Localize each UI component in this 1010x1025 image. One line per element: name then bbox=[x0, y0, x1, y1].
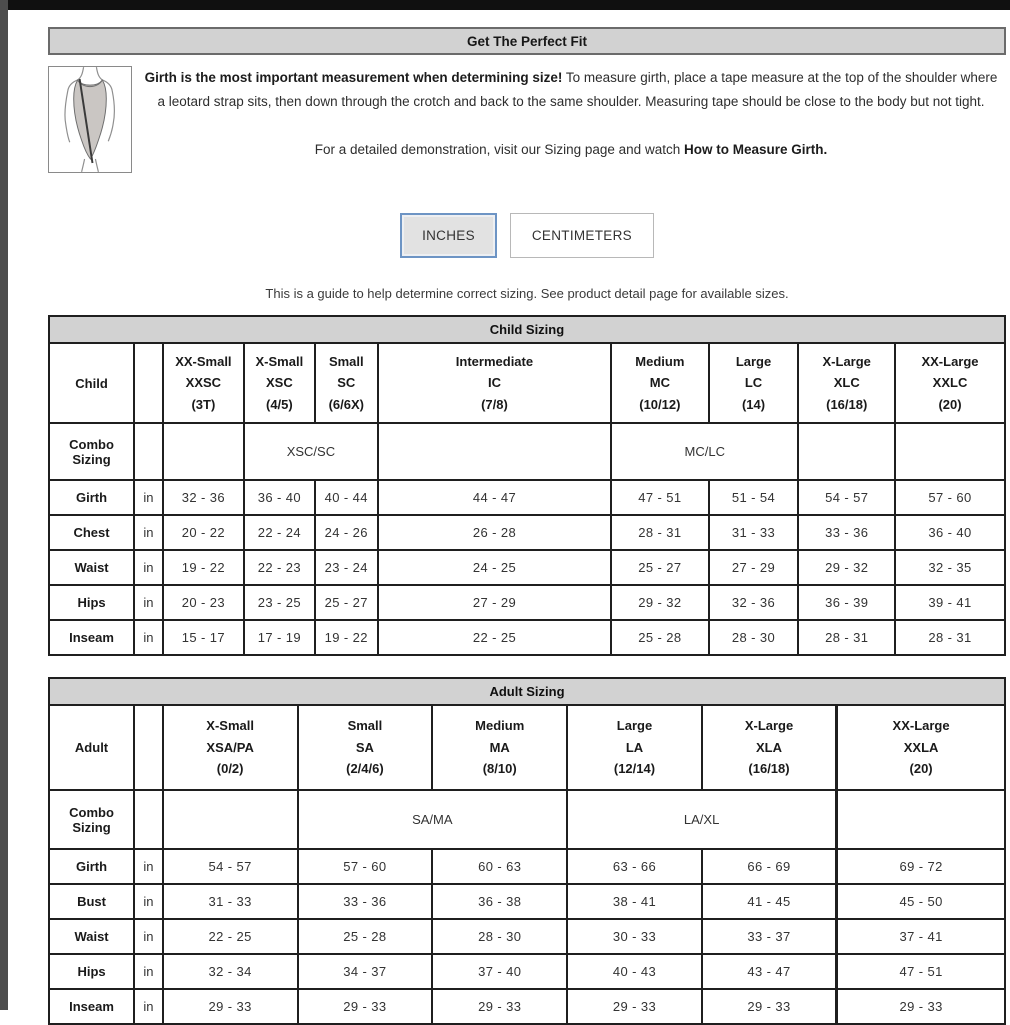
unit-cell: in bbox=[134, 550, 163, 585]
measurement-value: 43 - 47 bbox=[702, 954, 837, 989]
measurement-row bbox=[49, 515, 1005, 550]
combo-cell bbox=[378, 423, 611, 480]
unit-cell: in bbox=[134, 515, 163, 550]
unit-toggle bbox=[48, 213, 1006, 258]
measurement-value: 19 - 22 bbox=[315, 620, 378, 655]
table-title: Child Sizing bbox=[49, 316, 1005, 343]
measurement-value: 28 - 30 bbox=[432, 919, 567, 954]
sizing-guide-page bbox=[48, 10, 1006, 1025]
measurement-value: 66 - 69 bbox=[702, 849, 837, 884]
measurement-value: 57 - 60 bbox=[298, 849, 433, 884]
combo-unit-cell bbox=[134, 423, 163, 480]
measurement-value: 22 - 24 bbox=[244, 515, 315, 550]
measurement-value: 29 - 33 bbox=[298, 989, 433, 1024]
measurement-row bbox=[49, 849, 1005, 884]
measurement-value: 31 - 33 bbox=[163, 884, 298, 919]
size-column-header: Medium MA (8/10) bbox=[432, 705, 567, 790]
inches-button[interactable]: INCHES bbox=[400, 213, 497, 258]
corner-label: Adult bbox=[49, 705, 134, 790]
unit-cell: in bbox=[134, 884, 163, 919]
measurement-label: Girth bbox=[49, 849, 134, 884]
measurement-value: 33 - 36 bbox=[798, 515, 895, 550]
measurement-value: 44 - 47 bbox=[378, 480, 611, 515]
measurement-label: Inseam bbox=[49, 989, 134, 1024]
measurement-label: Inseam bbox=[49, 620, 134, 655]
size-column-header: X-Large XLC (16/18) bbox=[798, 343, 895, 423]
measurement-value: 29 - 32 bbox=[611, 585, 709, 620]
measurement-value: 36 - 38 bbox=[432, 884, 567, 919]
demo-line bbox=[140, 138, 1002, 162]
measurement-value: 36 - 40 bbox=[244, 480, 315, 515]
window-left-edge bbox=[0, 0, 8, 1010]
measurement-value: 27 - 29 bbox=[378, 585, 611, 620]
combo-cell bbox=[163, 423, 244, 480]
corner-label: Child bbox=[49, 343, 134, 423]
unit-header-cell bbox=[134, 343, 163, 423]
table-title-row bbox=[49, 316, 1005, 343]
measurement-value: 57 - 60 bbox=[895, 480, 1005, 515]
measurement-value: 29 - 33 bbox=[837, 989, 1005, 1024]
measurement-value: 22 - 23 bbox=[244, 550, 315, 585]
unit-cell: in bbox=[134, 620, 163, 655]
measurement-row bbox=[49, 620, 1005, 655]
measurement-value: 40 - 44 bbox=[315, 480, 378, 515]
combo-sizing-label: Combo Sizing bbox=[49, 423, 134, 480]
measurement-value: 51 - 54 bbox=[709, 480, 799, 515]
combo-sizing-label: Combo Sizing bbox=[49, 790, 134, 849]
unit-cell: in bbox=[134, 480, 163, 515]
measurement-value: 24 - 25 bbox=[378, 550, 611, 585]
child-sizing-table bbox=[48, 315, 1006, 656]
table-title-row bbox=[49, 678, 1005, 705]
measurement-value: 17 - 19 bbox=[244, 620, 315, 655]
measurement-value: 28 - 31 bbox=[611, 515, 709, 550]
measurement-value: 33 - 36 bbox=[298, 884, 433, 919]
measurement-value: 24 - 26 bbox=[315, 515, 378, 550]
measurement-value: 32 - 36 bbox=[163, 480, 244, 515]
combo-cell bbox=[837, 790, 1005, 849]
table-title: Adult Sizing bbox=[49, 678, 1005, 705]
size-column-header: X-Small XSC (4/5) bbox=[244, 343, 315, 423]
measurement-row bbox=[49, 954, 1005, 989]
combo-cell bbox=[798, 423, 895, 480]
measurement-value: 36 - 40 bbox=[895, 515, 1005, 550]
measurement-value: 20 - 23 bbox=[163, 585, 244, 620]
measurement-label: Hips bbox=[49, 585, 134, 620]
measurement-value: 25 - 27 bbox=[611, 550, 709, 585]
intro-text bbox=[132, 66, 1006, 173]
measurement-value: 63 - 66 bbox=[567, 849, 702, 884]
measurement-value: 22 - 25 bbox=[378, 620, 611, 655]
measurement-row bbox=[49, 884, 1005, 919]
measurement-value: 33 - 37 bbox=[702, 919, 837, 954]
size-column-header: X-Large XLA (16/18) bbox=[702, 705, 837, 790]
unit-cell: in bbox=[134, 954, 163, 989]
measurement-value: 19 - 22 bbox=[163, 550, 244, 585]
size-column-header: Medium MC (10/12) bbox=[611, 343, 709, 423]
measurement-value: 36 - 39 bbox=[798, 585, 895, 620]
combo-cell bbox=[163, 790, 298, 849]
combo-sizing-row bbox=[49, 790, 1005, 849]
demo-bold: How to Measure Girth. bbox=[683, 141, 828, 157]
measurement-value: 25 - 28 bbox=[611, 620, 709, 655]
unit-cell: in bbox=[134, 585, 163, 620]
measurement-row bbox=[49, 919, 1005, 954]
measurement-value: 41 - 45 bbox=[702, 884, 837, 919]
size-header-row bbox=[49, 705, 1005, 790]
measurement-value: 23 - 25 bbox=[244, 585, 315, 620]
girth-measurement-illustration bbox=[48, 66, 132, 173]
combo-unit-cell bbox=[134, 790, 163, 849]
size-column-header: X-Small XSA/PA (0/2) bbox=[163, 705, 298, 790]
measurement-value: 32 - 34 bbox=[163, 954, 298, 989]
combo-cell bbox=[895, 423, 1005, 480]
girth-instructions bbox=[140, 66, 1002, 115]
measurement-value: 22 - 25 bbox=[163, 919, 298, 954]
measurement-value: 37 - 40 bbox=[432, 954, 567, 989]
unit-cell: in bbox=[134, 919, 163, 954]
measurement-value: 15 - 17 bbox=[163, 620, 244, 655]
size-column-header: Large LC (14) bbox=[709, 343, 799, 423]
combo-cell: LA/XL bbox=[567, 790, 837, 849]
size-column-header: Large LA (12/14) bbox=[567, 705, 702, 790]
measurement-value: 29 - 33 bbox=[702, 989, 837, 1024]
measurement-value: 25 - 28 bbox=[298, 919, 433, 954]
combo-cell: XSC/SC bbox=[244, 423, 378, 480]
measurement-row bbox=[49, 585, 1005, 620]
measurement-label: Chest bbox=[49, 515, 134, 550]
measurement-value: 47 - 51 bbox=[611, 480, 709, 515]
window-top-edge bbox=[8, 0, 1010, 10]
measurement-value: 38 - 41 bbox=[567, 884, 702, 919]
intro-section bbox=[48, 66, 1006, 173]
combo-cell: SA/MA bbox=[298, 790, 568, 849]
size-column-header: XX-Large XXLC (20) bbox=[895, 343, 1005, 423]
size-column-header: Small SC (6/6X) bbox=[315, 343, 378, 423]
girth-instructions-bold: Girth is the most important measurement when determining size! bbox=[144, 70, 563, 85]
size-header-row bbox=[49, 343, 1005, 423]
measurement-value: 28 - 31 bbox=[798, 620, 895, 655]
measurement-value: 20 - 22 bbox=[163, 515, 244, 550]
measurement-label: Waist bbox=[49, 550, 134, 585]
unit-header-cell bbox=[134, 705, 163, 790]
measurement-value: 32 - 36 bbox=[709, 585, 799, 620]
measurement-label: Girth bbox=[49, 480, 134, 515]
measurement-value: 37 - 41 bbox=[837, 919, 1005, 954]
measurement-value: 60 - 63 bbox=[432, 849, 567, 884]
measurement-value: 29 - 32 bbox=[798, 550, 895, 585]
measurement-value: 40 - 43 bbox=[567, 954, 702, 989]
measurement-value: 45 - 50 bbox=[837, 884, 1005, 919]
sizing-guide-note: This is a guide to help determine correct sizing. See product detail page for available sizes. bbox=[265, 286, 789, 301]
measurement-value: 23 - 24 bbox=[315, 550, 378, 585]
measurement-label: Bust bbox=[49, 884, 134, 919]
measurement-row bbox=[49, 989, 1005, 1024]
measurement-value: 54 - 57 bbox=[163, 849, 298, 884]
centimeters-button[interactable]: CENTIMETERS bbox=[510, 213, 654, 258]
measurement-row bbox=[49, 480, 1005, 515]
measurement-value: 32 - 35 bbox=[895, 550, 1005, 585]
measurement-value: 29 - 33 bbox=[432, 989, 567, 1024]
measurement-value: 29 - 33 bbox=[567, 989, 702, 1024]
measurement-value: 54 - 57 bbox=[798, 480, 895, 515]
leotard-figure-icon bbox=[49, 67, 131, 172]
measurement-value: 28 - 30 bbox=[709, 620, 799, 655]
combo-sizing-row bbox=[49, 423, 1005, 480]
adult-sizing-table bbox=[48, 677, 1006, 1025]
unit-cell: in bbox=[134, 849, 163, 884]
measurement-value: 30 - 33 bbox=[567, 919, 702, 954]
measurement-value: 28 - 31 bbox=[895, 620, 1005, 655]
unit-cell: in bbox=[134, 989, 163, 1024]
measurement-value: 27 - 29 bbox=[709, 550, 799, 585]
size-column-header: Small SA (2/4/6) bbox=[298, 705, 433, 790]
size-column-header: Intermediate IC (7/8) bbox=[378, 343, 611, 423]
girth-instructions-rest: To measure girth, place a tape measure at the top of the shoulder where a leotard strap sits, then down through the crotch and back to the same shoulder. Measuring tape should be close to the body but not tight. bbox=[157, 70, 998, 110]
measurement-value: 26 - 28 bbox=[378, 515, 611, 550]
measurement-value: 69 - 72 bbox=[837, 849, 1005, 884]
page-title: Get The Perfect Fit bbox=[48, 27, 1006, 55]
size-column-header: XX-Small XXSC (3T) bbox=[163, 343, 244, 423]
measurement-value: 31 - 33 bbox=[709, 515, 799, 550]
measurement-label: Hips bbox=[49, 954, 134, 989]
measurement-value: 25 - 27 bbox=[315, 585, 378, 620]
measurement-row bbox=[49, 550, 1005, 585]
measurement-value: 47 - 51 bbox=[837, 954, 1005, 989]
measurement-value: 34 - 37 bbox=[298, 954, 433, 989]
measurement-value: 39 - 41 bbox=[895, 585, 1005, 620]
combo-cell: MC/LC bbox=[611, 423, 798, 480]
measurement-label: Waist bbox=[49, 919, 134, 954]
demo-prefix: For a detailed demonstration, visit our Sizing page and watch bbox=[314, 141, 684, 157]
size-column-header: XX-Large XXLA (20) bbox=[837, 705, 1005, 790]
measurement-value: 29 - 33 bbox=[163, 989, 298, 1024]
